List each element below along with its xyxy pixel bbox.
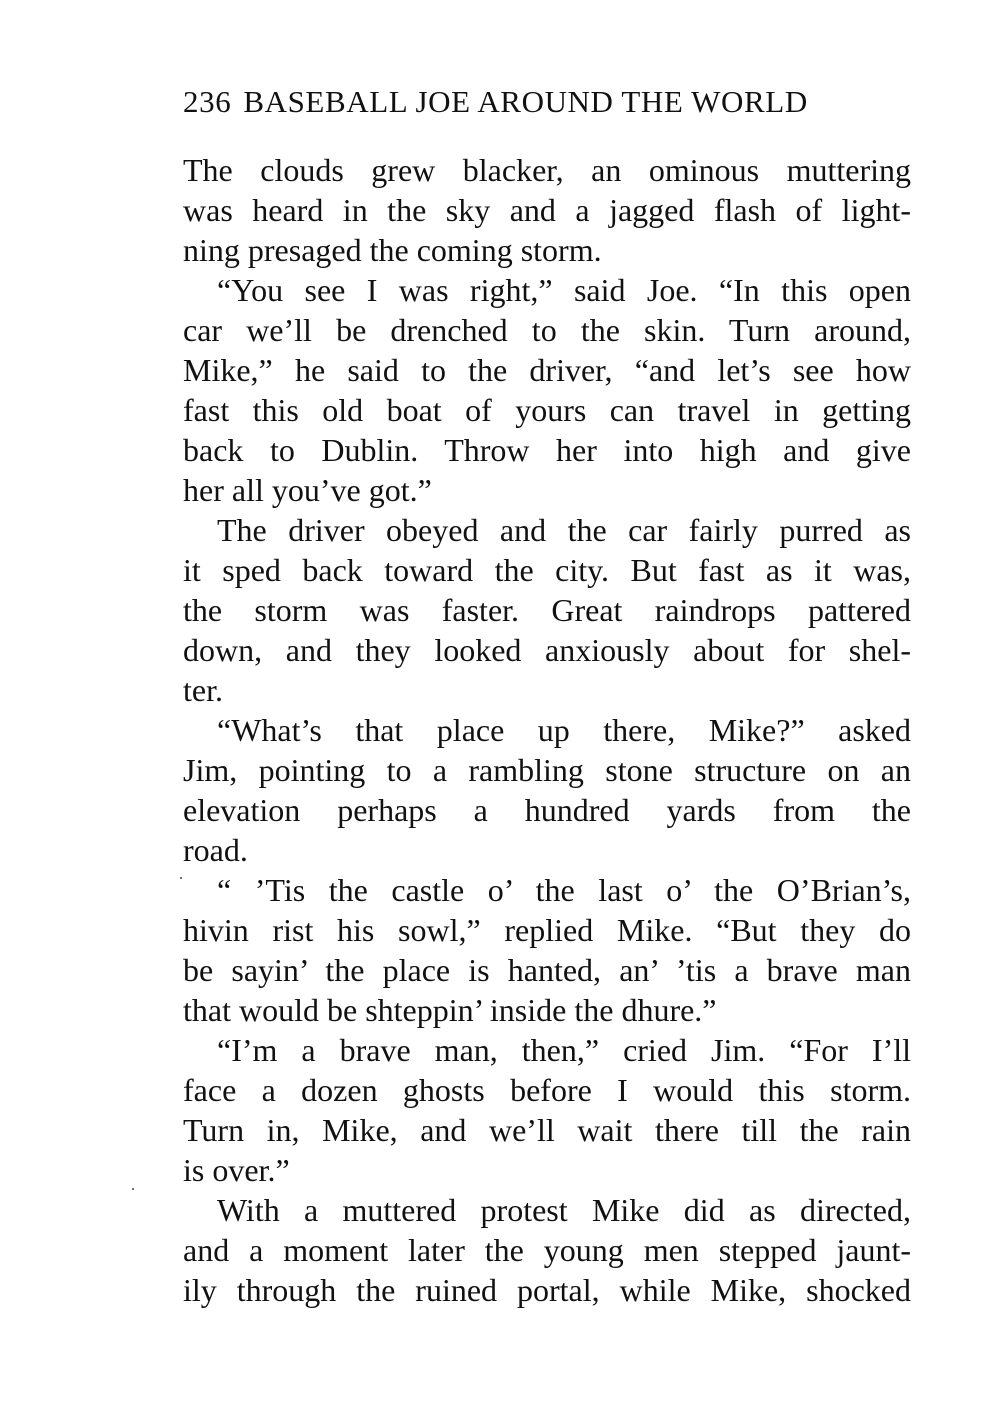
text-line: Turn in, Mike, and we’ll wait there till the rain bbox=[183, 1112, 911, 1148]
text-line: face a dozen ghosts before I would this storm. bbox=[183, 1072, 911, 1108]
text-line: ter. bbox=[183, 672, 223, 708]
text-line: ning presaged the coming storm. bbox=[183, 232, 602, 268]
text-line: hivin rist his sowl,” replied Mike. “But they do bbox=[183, 912, 911, 948]
text-line: “What’s that place up there, Mike?” asked bbox=[217, 712, 911, 748]
text-line: elevation perhaps a hundred yards from the bbox=[183, 792, 911, 828]
text-line: Mike,” he said to the driver, “and let’s see how bbox=[183, 352, 911, 388]
text-line: her all you’ve got.” bbox=[183, 472, 432, 508]
text-line: The driver obeyed and the car fairly purred as bbox=[217, 512, 911, 548]
print-speck bbox=[180, 877, 182, 879]
text-line: The clouds grew blacker, an ominous muttering bbox=[183, 152, 911, 188]
body-text bbox=[183, 150, 911, 1310]
text-line: back to Dublin. Throw her into high and give bbox=[183, 432, 911, 468]
text-line: the storm was faster. Great raindrops pattered bbox=[183, 592, 911, 628]
text-line: “You see I was right,” said Joe. “In this open bbox=[217, 272, 911, 308]
text-line: is over.” bbox=[183, 1152, 290, 1188]
print-speck bbox=[132, 1188, 134, 1190]
text-line: was heard in the sky and a jagged flash of light- bbox=[183, 192, 911, 228]
page-number: 236 bbox=[183, 84, 232, 119]
text-line: “I’m a brave man, then,” cried Jim. “For I’ll bbox=[217, 1032, 911, 1068]
text-line: road. bbox=[183, 832, 248, 868]
running-head bbox=[183, 82, 913, 122]
text-line: that would be shteppin’ inside the dhure.” bbox=[183, 992, 717, 1028]
text-line: and a moment later the young men stepped jaunt- bbox=[183, 1232, 911, 1268]
text-line: down, and they looked anxiously about for shel- bbox=[183, 632, 911, 668]
text-line: car we’ll be drenched to the skin. Turn around, bbox=[183, 312, 911, 348]
text-line: fast this old boat of yours can travel in getting bbox=[183, 392, 911, 428]
text-line: it sped back toward the city. But fast as it was, bbox=[183, 552, 911, 588]
text-line: With a muttered protest Mike did as directed, bbox=[217, 1192, 911, 1228]
text-line: Jim, pointing to a rambling stone structure on an bbox=[183, 752, 911, 788]
text-line: ily through the ruined portal, while Mike, shocked bbox=[183, 1272, 911, 1308]
text-line: be sayin’ the place is hanted, an’ ’tis a brave man bbox=[183, 952, 911, 988]
text-line: “ ’Tis the castle o’ the last o’ the O’Brian’s, bbox=[217, 872, 911, 908]
running-head-title: BASEBALL JOE AROUND THE WORLD bbox=[243, 84, 808, 119]
